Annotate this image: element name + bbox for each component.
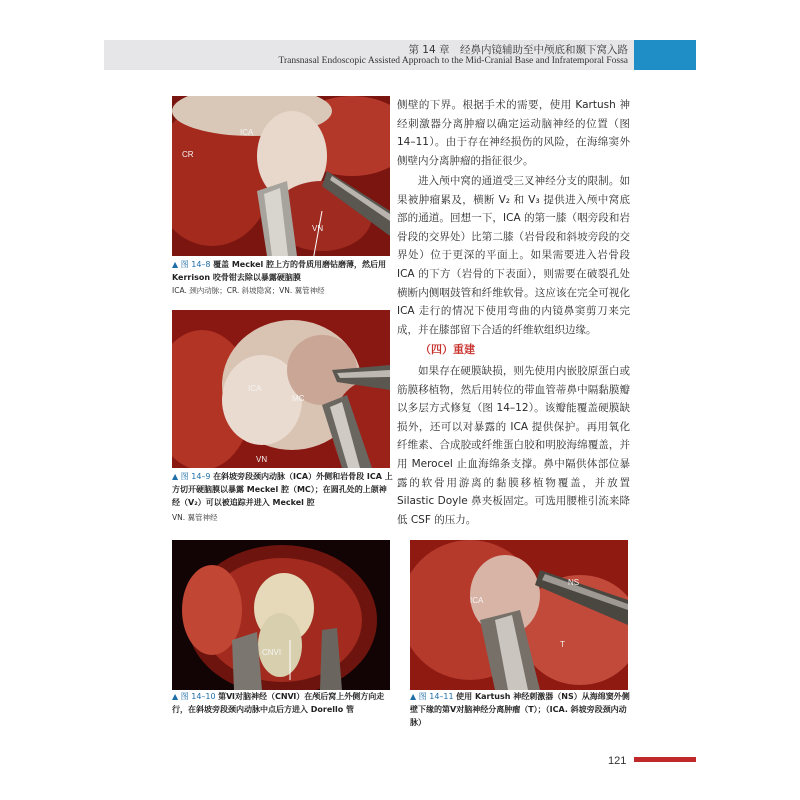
figure-14-11-text: 使用 Kartush 神经刺激器（NS）从海绵窦外侧壁下缘的第Ⅴ对脑神经分离肿瘤（T）；（ICA. 斜坡旁段颈内动脉） bbox=[410, 692, 630, 727]
figure-14-8-text: 覆盖 Meckel 腔上方的骨质用磨钻磨薄，然后用 Kerrison 咬骨钳去除以暴露硬脑膜 bbox=[172, 260, 387, 282]
body-paragraph-1 bbox=[397, 96, 630, 170]
fig11-label-ns: NS bbox=[568, 578, 580, 587]
paragraph-2-text: 进入颅中窝的通道受三叉神经分支的限制。如果被肿瘤累及，横断 V₂ 和 V₃ 提供进入颅中窝底部的通道。回想一下，ICA 的第一膝（咽旁段和岩骨段的交界处）比第二膝（岩骨段和斜坡旁段的交界处）位于更深的平面上。如果需要进入岩骨段 ICA 的下方（岩骨的下表面），则需要在破裂孔处横断内侧咽鼓管和纤维软骨。这应该在完全可视化 ICA 走行的情况下使用弯曲的内镜鼻窦剪刀来完成，并在膝部留下合适的纤维软组织边缘。 bbox=[397, 175, 630, 336]
figure-14-8-abbreviations: ICA. 颈内动脉；CR. 斜坡隐窝；VN. 翼管神经 bbox=[172, 286, 325, 295]
fig11-label-t: T bbox=[560, 640, 565, 649]
figure-14-8-caption bbox=[172, 258, 392, 284]
figure-14-11-caption bbox=[410, 690, 632, 729]
figure-14-9-caption bbox=[172, 470, 394, 509]
section-heading-reconstruction: （四）重建 bbox=[420, 343, 475, 356]
figure-14-8-photo bbox=[172, 96, 390, 256]
fig9-label-mc: MC bbox=[292, 394, 305, 403]
body-paragraph-3 bbox=[397, 362, 630, 529]
figure-14-10-photo bbox=[172, 540, 390, 690]
fig8-label-ica: ICA bbox=[240, 128, 254, 137]
paragraph-3-text: 如果存在硬膜缺损，则先使用内嵌胶原蛋白或筋膜移植物，然后用转位的带血管蒂鼻中隔黏膜瓣以多层方式修复（图 14–12）。该瓣能覆盖硬膜缺损外，还可以对暴露的 ICA 提供保护。再用氧化纤维素、合成胶或纤维蛋白胶和明胶海绵覆盖，并用 Merocel 止血海绵条支撑。鼻中隔供体部位暴露的软骨用游离的黏膜移植物覆盖，并放置 Silastic Doyle 鼻夹板固定。可选用腰椎引流来降低 CSF 的压力。 bbox=[397, 365, 630, 526]
figure-14-10-caption bbox=[172, 690, 394, 716]
figure-14-9-photo bbox=[172, 310, 390, 468]
chapter-title-cn: 第 14 章 经鼻内镜辅助至中颅底和颞下窝入路 bbox=[408, 44, 628, 56]
figure-14-10-text: 第Ⅵ对脑神经（CNⅥ）在颅后窝上外侧方向走行，在斜坡旁段颈内动脉中点后方进入 Dorello 管 bbox=[172, 692, 385, 714]
figure-14-10-number: ▲ 图 14–10 bbox=[172, 692, 216, 701]
paragraph-1-text: 侧壁的下界。根据手术的需要，使用 Kartush 神经刺激器分离肿瘤以确定运动脑神经的位置（图 14–11）。由于存在神经损伤的风险，在海绵窦外侧壁内分离肿瘤的指征很少。 bbox=[397, 99, 630, 167]
figure-14-9-abbreviations: VN. 翼管神经 bbox=[172, 513, 218, 522]
page-number-bar bbox=[634, 757, 696, 762]
fig8-label-cr: CR bbox=[182, 150, 194, 159]
fig8-label-vn: VN bbox=[312, 224, 324, 233]
fig9-label-ica: ICA bbox=[248, 384, 262, 393]
fig11-label-ica: ICA bbox=[470, 596, 484, 605]
figure-14-9-text: 在斜坡旁段颈内动脉（ICA）外侧和岩骨段 ICA 上方切开硬脑膜以暴露 Meckel 腔（MC）；在圆孔处的上颌神经（V₂）可以被追踪并进入 Meckel 腔 bbox=[172, 472, 393, 507]
fig10-label-cnvi: CNVI bbox=[262, 648, 282, 657]
fig9-label-vn: VN bbox=[256, 455, 268, 464]
figure-14-8-number: ▲ 图 14–8 bbox=[172, 260, 211, 269]
header-color-tab bbox=[634, 40, 696, 70]
figure-14-9-number: ▲ 图 14–9 bbox=[172, 472, 211, 481]
chapter-title-en: Transnasal Endoscopic Assisted Approach to the Mid-Cranial Base and Infratemporal Fossa bbox=[278, 56, 628, 66]
body-paragraph-2 bbox=[397, 172, 630, 339]
figure-14-11-number: ▲ 图 14–11 bbox=[410, 692, 454, 701]
page-number: 121 bbox=[608, 755, 627, 767]
figure-14-11-photo bbox=[410, 540, 628, 690]
